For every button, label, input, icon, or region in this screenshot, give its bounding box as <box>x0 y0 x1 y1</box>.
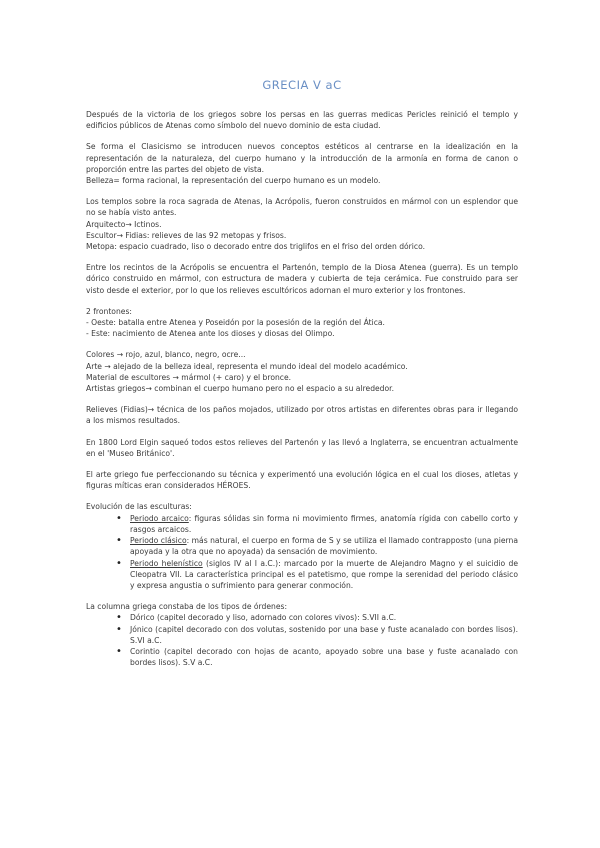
list-item <box>116 535 518 557</box>
list-item: • Corintio (capitel decorado con hojas de acanto, apoyado sobre una base y fuste acanalado con bordes lisos). S.V a.C. <box>116 646 518 668</box>
acropolis-section <box>86 196 518 252</box>
lord-elgin-paragraph: En 1800 Lord Elgin saqueó todos estos relieves del Partenón y las llevó a Inglaterra, se encuentran actualmente en el 'Museo Británico'. <box>86 437 518 458</box>
escultor-line: Escultor→ Fidias: relieves de las 92 metopas y frisos. <box>86 230 287 240</box>
frontones-section <box>86 306 518 340</box>
list-item: • Dórico (capitel decorado y liso, adornado con colores vivos): S.VII a.C. <box>116 612 518 623</box>
frontones-oeste: - Oeste: batalla entre Atenea y Poseidón por la posesión de la región del Ática. <box>86 318 385 328</box>
esculturas-list <box>86 513 518 591</box>
frontones-heading: 2 frontones: <box>86 306 132 316</box>
ordenes-list <box>86 612 518 668</box>
ordenes-section <box>86 601 518 668</box>
artistas-line: Artistas griegos→ combinan el cuerpo humano pero no el espacio a su alrededor. <box>86 384 394 394</box>
ordenes-heading: La columna griega constaba de los tipos de órdenes: <box>86 602 288 612</box>
esculturas-section <box>86 501 518 591</box>
relieves-paragraph: Relieves (Fidias)→ técnica de los paños mojados, utilizado por otros artistas en diferentes obras para ir llegando a los mismos resultados. <box>86 405 518 426</box>
intro-paragraph: Después de la victoria de los griegos sobre los persas en las guerras medicas Pericles reinició el templo y edificios públicos de Atenas como símbolo del nuevo dominio de esta ciudad. <box>86 110 518 131</box>
periodo-label: Periodo helenístico <box>130 558 203 568</box>
list-item <box>116 558 518 592</box>
arquitecto-line: Arquitecto→ Ictinos. <box>86 219 162 229</box>
periodo-text: (siglos IV al I a.C.): marcado por la muerte de Alejandro Magno y el suicidio de Cleopatra VII. La característica principal es el patetismo, que rompe la serenidad del periodo clásico y expresa angustia o sufrimiento para generar conmoción. <box>130 558 519 590</box>
list-item: • Jónico (capitel decorado con dos volutas, sostenido por una base y fuste acanalado con bordes lisos). S.VI a.C. <box>116 624 518 646</box>
periodo-text: : figuras sólidas sin forma ni movimiento firmes, anatomía rígida con cabello corto y rasgos arcaicos. <box>130 513 518 534</box>
arte-line: Arte → alejado de la belleza ideal, representa el mundo ideal del modelo académico. <box>86 361 408 371</box>
document-title: GRECIA V aC <box>262 78 342 92</box>
list-item <box>116 513 518 535</box>
partenon-paragraph: Entre los recintos de la Acrópolis se encuentra el Partenón, templo de la Diosa Atenea (guerra). Es un templo dórico construido en mármol, con estructura de madera y cubierta de teja cerámica. Fue construido para ser visto desde el exterior, por lo que los relieves escultóricos adornan el muro exterior y los frontones. <box>86 263 518 295</box>
frontones-este: - Este: nacimiento de Atenea ante los dioses y diosas del Olimpo. <box>86 329 335 339</box>
belleza-line: Belleza= forma racional, la representación del cuerpo humano es un modelo. <box>86 176 381 186</box>
acropolis-text: Los templos sobre la roca sagrada de Atenas, la Acrópolis, fueron construidos en mármol con un esplendor que no se había visto antes. <box>86 197 518 218</box>
colores-line: Colores → rojo, azul, blanco, negro, ocre... <box>86 350 246 360</box>
periodo-label: Periodo clásico <box>130 536 187 546</box>
metopa-line: Metopa: espacio cuadrado, liso o decorado entre dos triglifos en el friso del orden dórico. <box>86 242 425 252</box>
evolucion-intro-paragraph: El arte griego fue perfeccionando su técnica y experimentó una evolución lógica en el cual los dioses, atletas y figuras míticas eran considerados HÉROES. <box>86 470 518 491</box>
clasicismo-text: Se forma el Clasicismo se introducen nuevos conceptos estéticos al centrarse en la idealización en la representación de la naturaleza, del cuerpo humano y la introducción de la armonía en forma de canon o proporción entre las partes del objeto de vista. <box>86 142 518 174</box>
esculturas-heading: Evolución de las esculturas: <box>86 502 192 512</box>
colores-section <box>86 349 518 394</box>
periodo-label: Periodo arcaico <box>130 513 189 523</box>
periodo-text: : más natural, el cuerpo en forma de S y se utiliza el llamado contrapposto (una pierna apoyada y la otra que no apoyada) da sensación de movimiento. <box>130 536 518 557</box>
clasicismo-section <box>86 141 518 186</box>
material-line: Material de escultores → mármol (+ caro) y el bronce. <box>86 372 292 382</box>
